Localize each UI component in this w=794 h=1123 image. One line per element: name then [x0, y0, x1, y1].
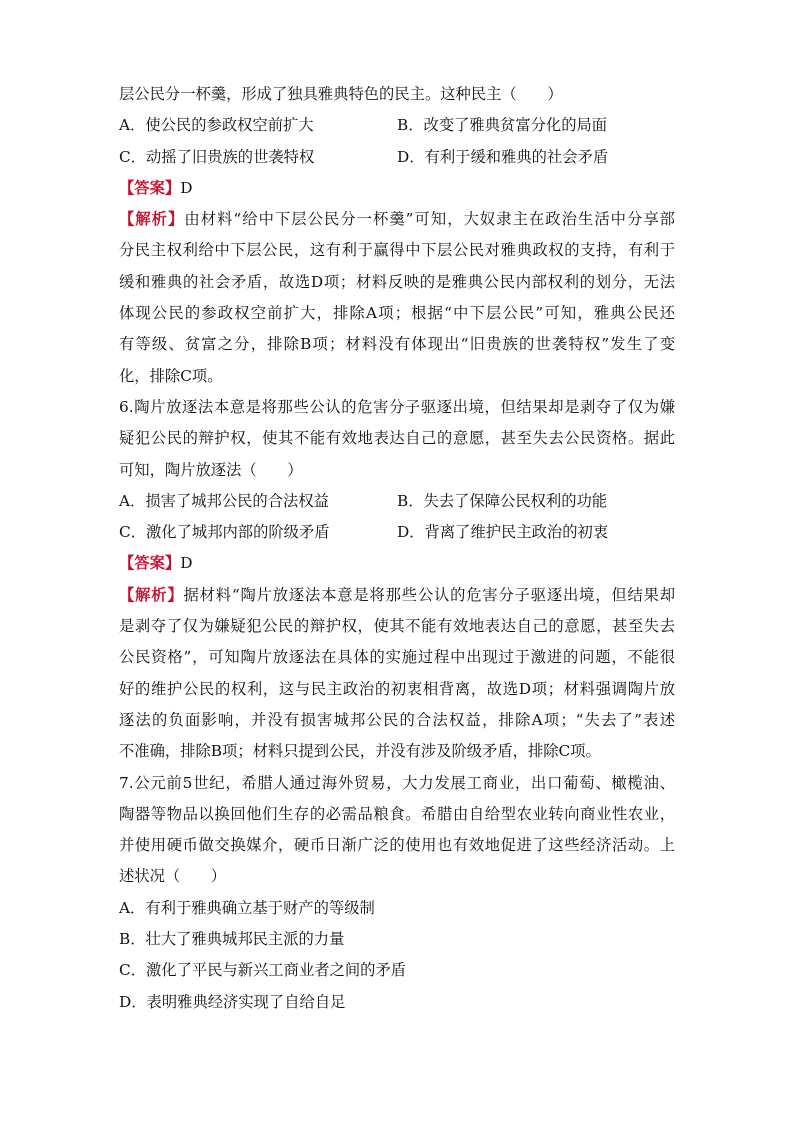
q7-stem-line: 7.公元前5世纪，希腊人通过海外贸易，大力发展工商业，出口葡萄、橄榄油、	[119, 773, 675, 792]
q5-stem-line: 层公民分一杯羹，形成了独具雅典特色的民主。这种民主（ ）	[119, 85, 563, 103]
q6-options-row-1	[119, 486, 675, 517]
analysis-label: 【解析】	[119, 585, 184, 604]
q5-option-c: C．动摇了旧贵族的世袭特权	[119, 147, 315, 166]
q6-stem-line: 6.陶片放逐法本意是将那些公认的危害分子驱逐出境，但结果却是剥夺了仅为嫌	[119, 397, 675, 416]
q6-option-d: D．背离了维护民主政治的初衷	[397, 523, 609, 542]
analysis-text: 据材料“陶片放逐法本意是将那些公认的危害分子驱逐出境，但结果却	[183, 585, 675, 604]
q6-option-b: B．失去了保障公民权利的功能	[397, 491, 608, 510]
q6-analysis-line: 公民资格”，可知陶片放逐法在具体的实施过程中出现过于激进的问题，不能很	[119, 648, 675, 667]
analysis-text: 由材料“给中下层公民分一杯羹”可知，大奴隶主在政治生活中分享部	[184, 210, 675, 229]
answer-label: 【答案】	[119, 178, 181, 197]
q6-option-c: C．激化了城邦内部的阶级矛盾	[119, 523, 330, 542]
q5-analysis-line: 体现公民的参政权空前扩大，排除A项；根据“中下层公民”可知，雅典公民还	[119, 304, 675, 323]
q6-analysis-line: 好的维护公民的权利，这与民主政治的初衷相背离，故选D项；材料强调陶片放	[119, 679, 675, 698]
q5-options-row-1	[119, 110, 675, 141]
q5-analysis-line: 化，排除C项。	[119, 366, 223, 385]
answer-value: D	[180, 554, 193, 573]
analysis-label: 【解析】	[119, 210, 185, 229]
q7-option-c: C．激化了平民与新兴工商业者之间的矛盾	[119, 961, 407, 980]
q6-answer	[119, 548, 675, 579]
q5-option-d: D．有利于缓和雅典的社会矛盾	[397, 147, 609, 166]
answer-label: 【答案】	[119, 554, 181, 573]
q5-analysis-line: 分民主权利给中下层公民，这有利于赢得中下层公民对雅典政权的支持，有利于	[119, 241, 675, 260]
q7-stem-line: 并使用硬币做交换媒介，硬币日渐广泛的使用也有效地促进了这些经济活动。上	[119, 836, 675, 855]
q7-option-b: B．壮大了雅典城邦民主派的力量	[119, 930, 345, 949]
document-page	[119, 79, 675, 1018]
q5-analysis-line: 有等级、贫富之分，排除B项；材料没有体现出“旧贵族的世袭特权”发生了变	[119, 335, 675, 354]
q6-analysis-line: 不准确，排除B项；材料只提到公民，并没有涉及阶级矛盾，排除C项。	[119, 742, 601, 761]
q6-stem-line: 疑犯公民的辩护权，使其不能有效地表达自己的意愿，甚至失去公民资格。据此	[119, 429, 675, 448]
q7-option-a: A．有利于雅典确立基于财产的等级制	[119, 898, 375, 917]
q6-option-a: A．损害了城邦公民的合法权益	[119, 491, 329, 510]
q5-analysis-line	[119, 204, 675, 235]
q5-analysis-line: 缓和雅典的社会矛盾，故选D项；材料反映的是雅典公民内部权利的划分，无法	[119, 272, 675, 291]
q7-stem-line: 陶器等物品以换回他们生存的必需品粮食。希腊由自给型农业转向商业性农业，	[119, 804, 675, 823]
q5-option-a: A．使公民的参政权空前扩大	[119, 116, 314, 135]
q5-answer	[119, 173, 675, 204]
q7-option-d: D．表明雅典经济实现了自给自足	[119, 992, 346, 1011]
q6-options-row-2	[119, 517, 675, 548]
q5-option-b: B．改变了雅典贫富分化的局面	[397, 116, 608, 135]
q5-options-row-2	[119, 142, 675, 173]
q6-stem-line: 可知，陶片放逐法（ ）	[119, 460, 303, 479]
q6-analysis-line: 逐法的负面影响，并没有损害城邦公民的合法权益，排除A项；“失去了”表述	[119, 710, 675, 729]
answer-value: D	[180, 178, 193, 197]
q6-analysis-line	[119, 580, 675, 611]
q7-stem-line: 述状况（ ）	[119, 867, 227, 886]
q6-analysis-line: 是剥夺了仅为嫌疑犯公民的辩护权，使其不能有效地表达自己的意愿，甚至失去	[119, 617, 675, 636]
